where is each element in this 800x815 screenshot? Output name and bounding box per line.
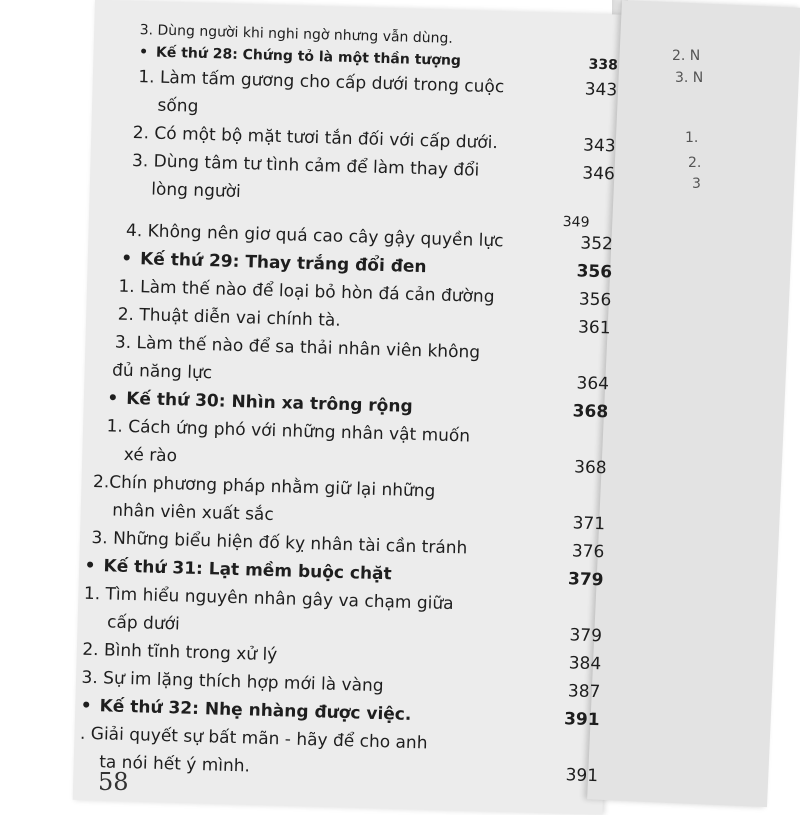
toc-entry-page: 376 (571, 541, 605, 563)
toc-entry-page: 384 (568, 653, 602, 675)
toc-entry-text: xé rào (123, 444, 178, 467)
toc-entry-text: • Kế thứ 30: Nhìn xa trông rộng (107, 384, 413, 421)
toc-entry-text: 1. Làm thế nào để loại bỏ hòn đá cản đường (118, 276, 495, 308)
toc-entry-page: 349 (562, 214, 590, 231)
toc-entry-text: 3. Những biểu hiện đố kỵ nhân tài cần tránh (91, 527, 468, 559)
toc-entry-text: 3. Dùng tâm tư tình cảm để làm thay đổi (131, 150, 480, 181)
toc-entry-text: 1. Làm tấm gương cho cấp dưới trong cuộc (138, 67, 505, 98)
toc-entry-page: 368 (572, 401, 609, 423)
toc-entry-text: 2.Chín phương pháp nhằm giữ lại những (92, 471, 436, 502)
toc-entry-page: 391 (565, 765, 599, 787)
right-page-fragment: 2. (688, 155, 702, 171)
right-page-fragment: 3. N (675, 70, 704, 86)
toc-entry-page: 379 (567, 569, 604, 591)
toc-entry-text: sống (157, 95, 199, 117)
toc-entry-text: 1. Cách ứng phó với những nhân vật muốn (106, 416, 471, 447)
toc-entry-text: lòng người (150, 179, 242, 202)
toc-entry-text: đủ năng lực (111, 360, 213, 384)
toc-entry-text: ta nói hết ý mình. (98, 752, 251, 777)
toc-entry-page: 346 (582, 163, 616, 185)
toc-entry-text: 3. Làm thế nào để sa thải nhân viên không (114, 332, 481, 363)
toc-entry-text: nhân viên xuất sắc (111, 500, 274, 526)
toc-entry-page: 343 (584, 79, 618, 101)
toc-entry-page: 356 (578, 289, 612, 311)
toc-entry-page: 352 (580, 233, 614, 255)
toc-entry-text: 2. Thuật diễn vai chính tà. (117, 304, 342, 331)
right-page-fragment: 1. (685, 130, 699, 146)
right-page-fragment: 2. N (672, 48, 701, 64)
toc-entry-text: 2. Bình tĩnh trong xử lý (82, 639, 278, 666)
toc-entry-page: 371 (572, 513, 606, 535)
toc-entry-text: cấp dưới (106, 612, 181, 635)
toc-entry-text: • Kế thứ 29: Thay trắng đổi đen (121, 245, 427, 282)
toc-entry-page: 368 (573, 457, 607, 479)
toc-entry-page: 343 (582, 135, 616, 157)
toc-entry-text: • Kế thứ 31: Lạt mềm buộc chặt (84, 552, 392, 589)
toc-entry-text: 4. Không nên giơ quá cao cây gậy quyền lực (125, 220, 504, 252)
table-of-contents (79, 18, 625, 790)
toc-entry-text: 2. Có một bộ mặt tươi tắn đối với cấp dưới. (132, 122, 499, 154)
toc-entry-page: 338 (588, 56, 619, 74)
right-page-fragment: 3 (692, 176, 701, 192)
toc-entry-page: 379 (569, 625, 603, 647)
toc-entry-text: • Kế thứ 28: Chứng tỏ là một thần tượng (139, 41, 461, 72)
toc-entry-text: . Giải quyết sự bất mãn - hãy để cho anh (79, 723, 428, 754)
toc-entry-page: 361 (577, 317, 611, 339)
toc-entry-page: 356 (576, 261, 613, 283)
toc-entry-page: 391 (563, 709, 600, 731)
toc-entry-text: 3. Sự im lặng thích hợp mới là vàng (81, 667, 384, 697)
toc-entry-text: • Kế thứ 32: Nhẹ nhàng được việc. (80, 692, 411, 729)
toc-entry-text: 1. Tìm hiểu nguyên nhân gây va chạm giữa (83, 583, 454, 615)
toc-entry-page: 364 (576, 373, 610, 395)
toc-entry-text: 3. Dùng người khi nghi ngờ nhưng vẫn dùng. (139, 22, 454, 47)
toc-entry-page: 387 (567, 681, 601, 703)
page-number: 58 (98, 768, 129, 796)
